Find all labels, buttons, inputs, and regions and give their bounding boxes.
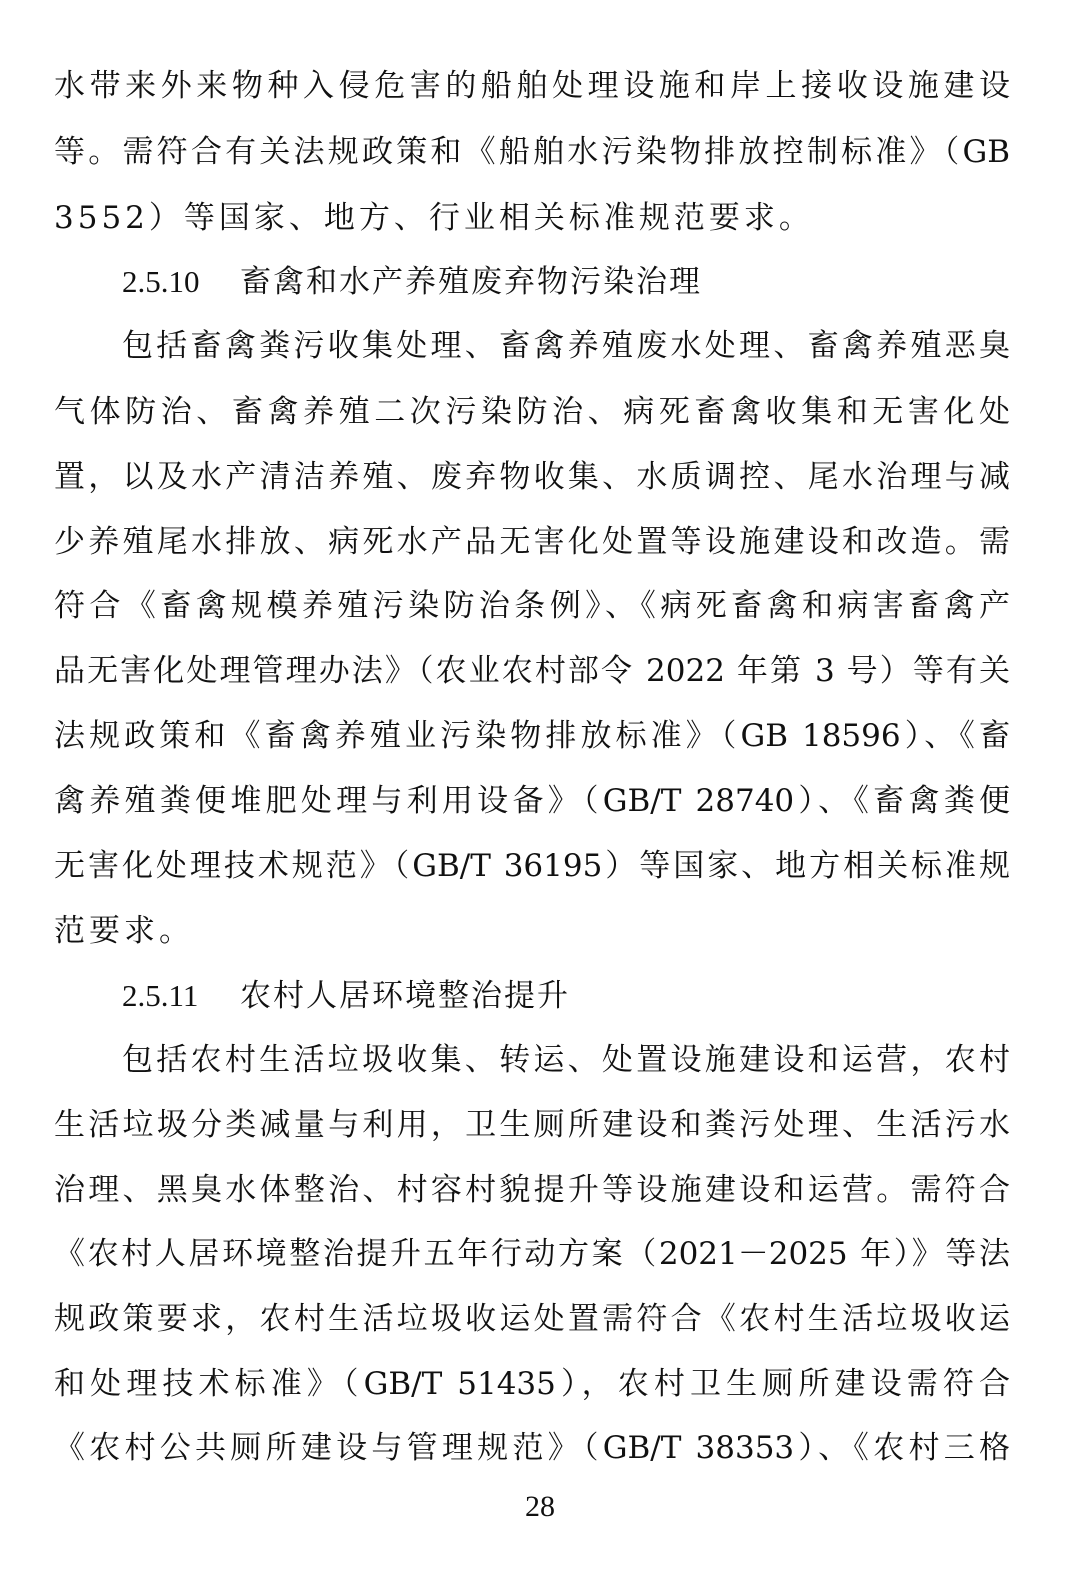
- paragraph-line: 包括农村生活垃圾收集、转运、处置设施建设和运营，农村: [122, 1042, 1010, 1078]
- paragraph-line: 禽养殖粪便堆肥处理与利用设备》（GB/T 28740）、《畜禽粪便: [54, 783, 1010, 819]
- paragraph-line: 和处理技术标准》（GB/T 51435），农村卫生厕所建设需符合: [54, 1366, 1010, 1402]
- section-number: 2.5.11: [122, 978, 199, 1013]
- section-title: 农村人居环境整治提升: [240, 978, 570, 1014]
- paragraph-line: 符合《畜禽规模养殖污染防治条例》、《病死畜禽和病害畜禽产: [54, 588, 1010, 624]
- paragraph-line: 范要求。: [54, 913, 194, 949]
- section-number: 2.5.10: [122, 264, 200, 299]
- paragraph-line: 品无害化处理管理办法》（农业农村部令 2022 年第 3 号）等有关: [54, 653, 1010, 689]
- paragraph-line: 治理、黑臭水体整治、村容村貌提升等设施建设和运营。需符合: [54, 1172, 1010, 1208]
- paragraph-line: 置，以及水产清洁养殖、废弃物收集、水质调控、尾水治理与减: [54, 459, 1010, 495]
- paragraph-line: 水带来外来物种入侵危害的船舶处理设施和岸上接收设施建设: [54, 68, 1010, 104]
- section-title: 畜禽和水产养殖废弃物污染治理: [240, 264, 702, 300]
- paragraph-line: 规政策要求，农村生活垃圾收运处置需符合《农村生活垃圾收运: [54, 1301, 1010, 1337]
- paragraph-line: 法规政策和《畜禽养殖业污染物排放标准》（GB 18596）、《畜: [54, 718, 1010, 754]
- paragraph-line: 3552）等国家、地方、行业相关标准规范要求。: [54, 200, 814, 236]
- paragraph-line: 等。需符合有关法规政策和《船舶水污染物排放控制标准》（GB: [54, 134, 1010, 170]
- paragraph-line: 《农村公共厕所建设与管理规范》（GB/T 38353）、《农村三格: [54, 1430, 1010, 1466]
- paragraph-line: 《农村人居环境整治提升五年行动方案（2021－2025 年）》等法: [54, 1236, 1010, 1272]
- section-heading: [122, 249, 1010, 315]
- paragraph-line: 无害化处理技术规范》（GB/T 36195）等国家、地方相关标准规: [54, 848, 1010, 884]
- page-number: 28: [525, 1490, 555, 1523]
- section-heading: [122, 963, 1010, 1029]
- paragraph-line: 气体防治、畜禽养殖二次污染防治、病死畜禽收集和无害化处: [54, 394, 1010, 430]
- paragraph-line: 包括畜禽粪污收集处理、畜禽养殖废水处理、畜禽养殖恶臭: [122, 328, 1010, 364]
- paragraph-line: 少养殖尾水排放、病死水产品无害化处置等设施建设和改造。需: [54, 524, 1010, 560]
- paragraph-line: 生活垃圾分类减量与利用，卫生厕所建设和粪污处理、生活污水: [54, 1107, 1010, 1143]
